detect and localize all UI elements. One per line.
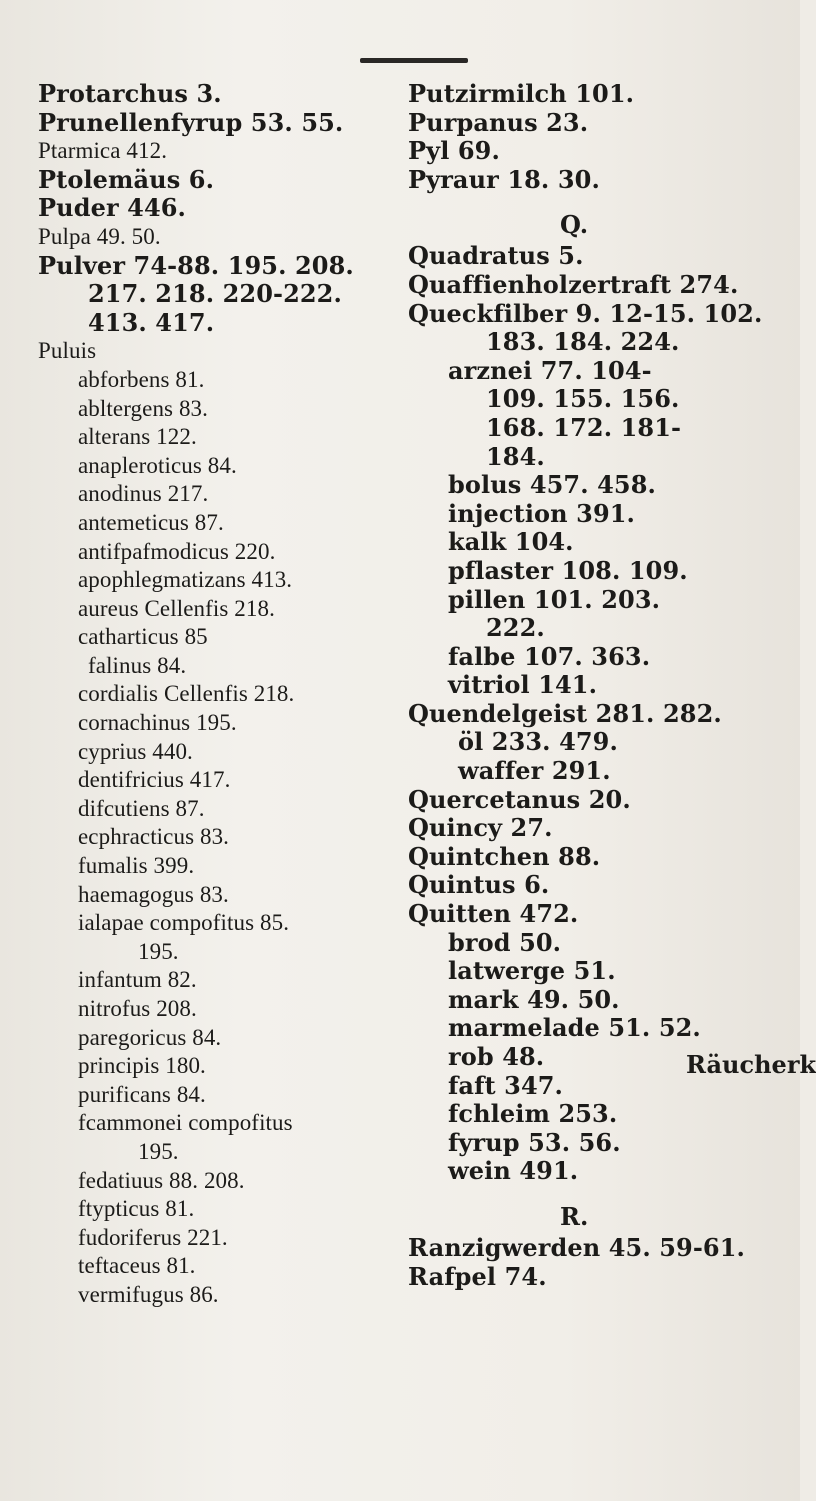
index-entry: nitrofus 208. — [78, 996, 197, 1021]
index-entry: teftaceus 81. — [78, 1253, 196, 1279]
index-entry: fumalis 399. — [78, 853, 195, 879]
index-entry: Ptarmica 412. — [38, 138, 168, 164]
index-entry: ialapae compofitus 85. — [78, 910, 290, 936]
index-entry: Quadratus 5. — [408, 241, 584, 271]
index-entry: marmelade 51. 52. — [448, 1013, 701, 1043]
index-entry: abltergens 83. — [78, 395, 208, 421]
index-entry: Purpanus 23. — [408, 107, 589, 137]
index-entry: 168. 172. 181- — [486, 412, 682, 442]
index-entry: fcammonei compofitus — [78, 1110, 293, 1136]
index-entry: anapleroticus 84. — [78, 452, 237, 478]
index-entry: 195. — [138, 1138, 179, 1164]
index-entry: mark 49. 50. — [448, 984, 620, 1014]
index-entry: Puluis — [38, 338, 97, 364]
index-entry: cyprius 440. — [78, 738, 193, 764]
index-entry: Quintchen 88. — [408, 841, 601, 871]
index-entry: Puder 446. — [38, 193, 186, 223]
index-entry: Pyl 69. — [408, 136, 500, 166]
index-entry: Protarchus 3. — [38, 79, 222, 108]
index-entry: Quendelgeist 281. 282. — [408, 698, 722, 728]
index-entry: dentifricius 417. — [78, 767, 231, 793]
index-entry: wein 491. — [448, 1156, 579, 1186]
index-entry: Quaffienholzertraft 274. — [408, 269, 739, 299]
index-entry: falbe 107. 363. — [448, 641, 651, 671]
index-entry: apophlegmatizans 413. — [78, 567, 293, 593]
catchword: Räucherk — [686, 1050, 816, 1079]
index-entry: principis 180. — [78, 1053, 206, 1079]
index-entry: cordialis Cellenfis 218. — [78, 681, 295, 707]
index-entry: arznei 77. 104- — [448, 355, 652, 385]
section-gap — [408, 1186, 788, 1200]
index-entry: faft 347. — [448, 1070, 563, 1100]
index-entry: Pulver 74-88. 195. 208. — [38, 250, 354, 280]
index-entry: Quincy 27. — [408, 813, 553, 843]
index-entry: fudoriferus 221. — [78, 1224, 228, 1250]
index-entry: alterans 122. — [78, 424, 197, 450]
index-entry: antifpafmodicus 220. — [78, 538, 276, 564]
index-entry: 222. — [486, 613, 545, 643]
index-entry: vermifugus 86. — [78, 1281, 219, 1307]
section-gap — [408, 194, 788, 208]
index-entry: fyrup 53. 56. — [448, 1127, 621, 1157]
index-entry: Rafpel 74. — [408, 1261, 547, 1291]
section-letter-heading: Q. — [560, 210, 589, 240]
index-entry: abforbens 81. — [78, 366, 205, 392]
index-entry: 183. 184. 224. — [486, 327, 680, 357]
index-entry: purificans 84. — [78, 1081, 206, 1107]
index-entry: Quercetanus 20. — [408, 784, 631, 814]
index-entry: infantum 82. — [78, 967, 197, 993]
index-entry: catharticus 85 — [78, 624, 208, 650]
index-entry: aureus Cellenfis 218. — [78, 595, 275, 621]
header-rule — [360, 58, 468, 63]
index-entry: Queckfilber 9. 12-15. 102. — [408, 298, 763, 328]
index-entry: kalk 104. — [448, 527, 574, 557]
index-entry: falinus 84. — [88, 652, 187, 678]
index-entry: Prunellenfyrup 53. 55. — [38, 107, 344, 137]
index-column-left — [38, 80, 368, 1310]
index-entry: Ranzigwerden 45. 59-61. — [408, 1232, 745, 1262]
index-entry: fchleim 253. — [448, 1099, 618, 1129]
index-entry: öl 233. 479. — [458, 727, 618, 757]
index-entry: Ptolemäus 6. — [38, 164, 215, 194]
index-entry: Pulpa 49. 50. — [38, 223, 161, 249]
index-entry: fedatiuus 88. 208. — [78, 1167, 245, 1193]
index-entry: anodinus 217. — [78, 481, 209, 507]
index-column-right — [408, 80, 788, 1291]
index-entry: 109. 155. 156. — [486, 384, 680, 414]
index-entry: cornachinus 195. — [78, 710, 237, 736]
index-entry: 195. — [138, 938, 179, 964]
index-entry: Quintus 6. — [408, 870, 550, 900]
index-entry: 413. 417. — [88, 307, 215, 337]
index-entry: 217. 218. 220-222. — [88, 279, 342, 309]
index-entry: Putzirmilch 101. — [408, 79, 635, 108]
index-entry: waffer 291. — [458, 756, 611, 786]
index-entry: ftypticus 81. — [78, 1196, 195, 1222]
index-entry: ecphracticus 83. — [78, 824, 230, 850]
index-entry: Quitten 472. — [408, 899, 579, 929]
index-entry: paregoricus 84. — [78, 1024, 222, 1050]
index-entry: vitriol 141. — [448, 670, 598, 700]
index-entry: pillen 101. 203. — [448, 584, 661, 614]
index-entry: Pyraur 18. 30. — [408, 164, 600, 194]
index-entry: haemagogus 83. — [78, 881, 229, 907]
index-entry: 184. — [486, 441, 545, 471]
index-entry: brod 50. — [448, 927, 562, 957]
index-entry: antemeticus 87. — [78, 509, 224, 535]
index-entry: rob 48. — [448, 1042, 545, 1071]
index-entry: latwerge 51. — [448, 956, 616, 986]
index-entry: pflaster 108. 109. — [448, 555, 688, 585]
section-letter-heading: R. — [560, 1201, 589, 1231]
index-entry: bolus 457. 458. — [448, 470, 656, 500]
index-entry: difcutiens 87. — [78, 795, 205, 821]
index-entry: injection 391. — [448, 498, 636, 528]
